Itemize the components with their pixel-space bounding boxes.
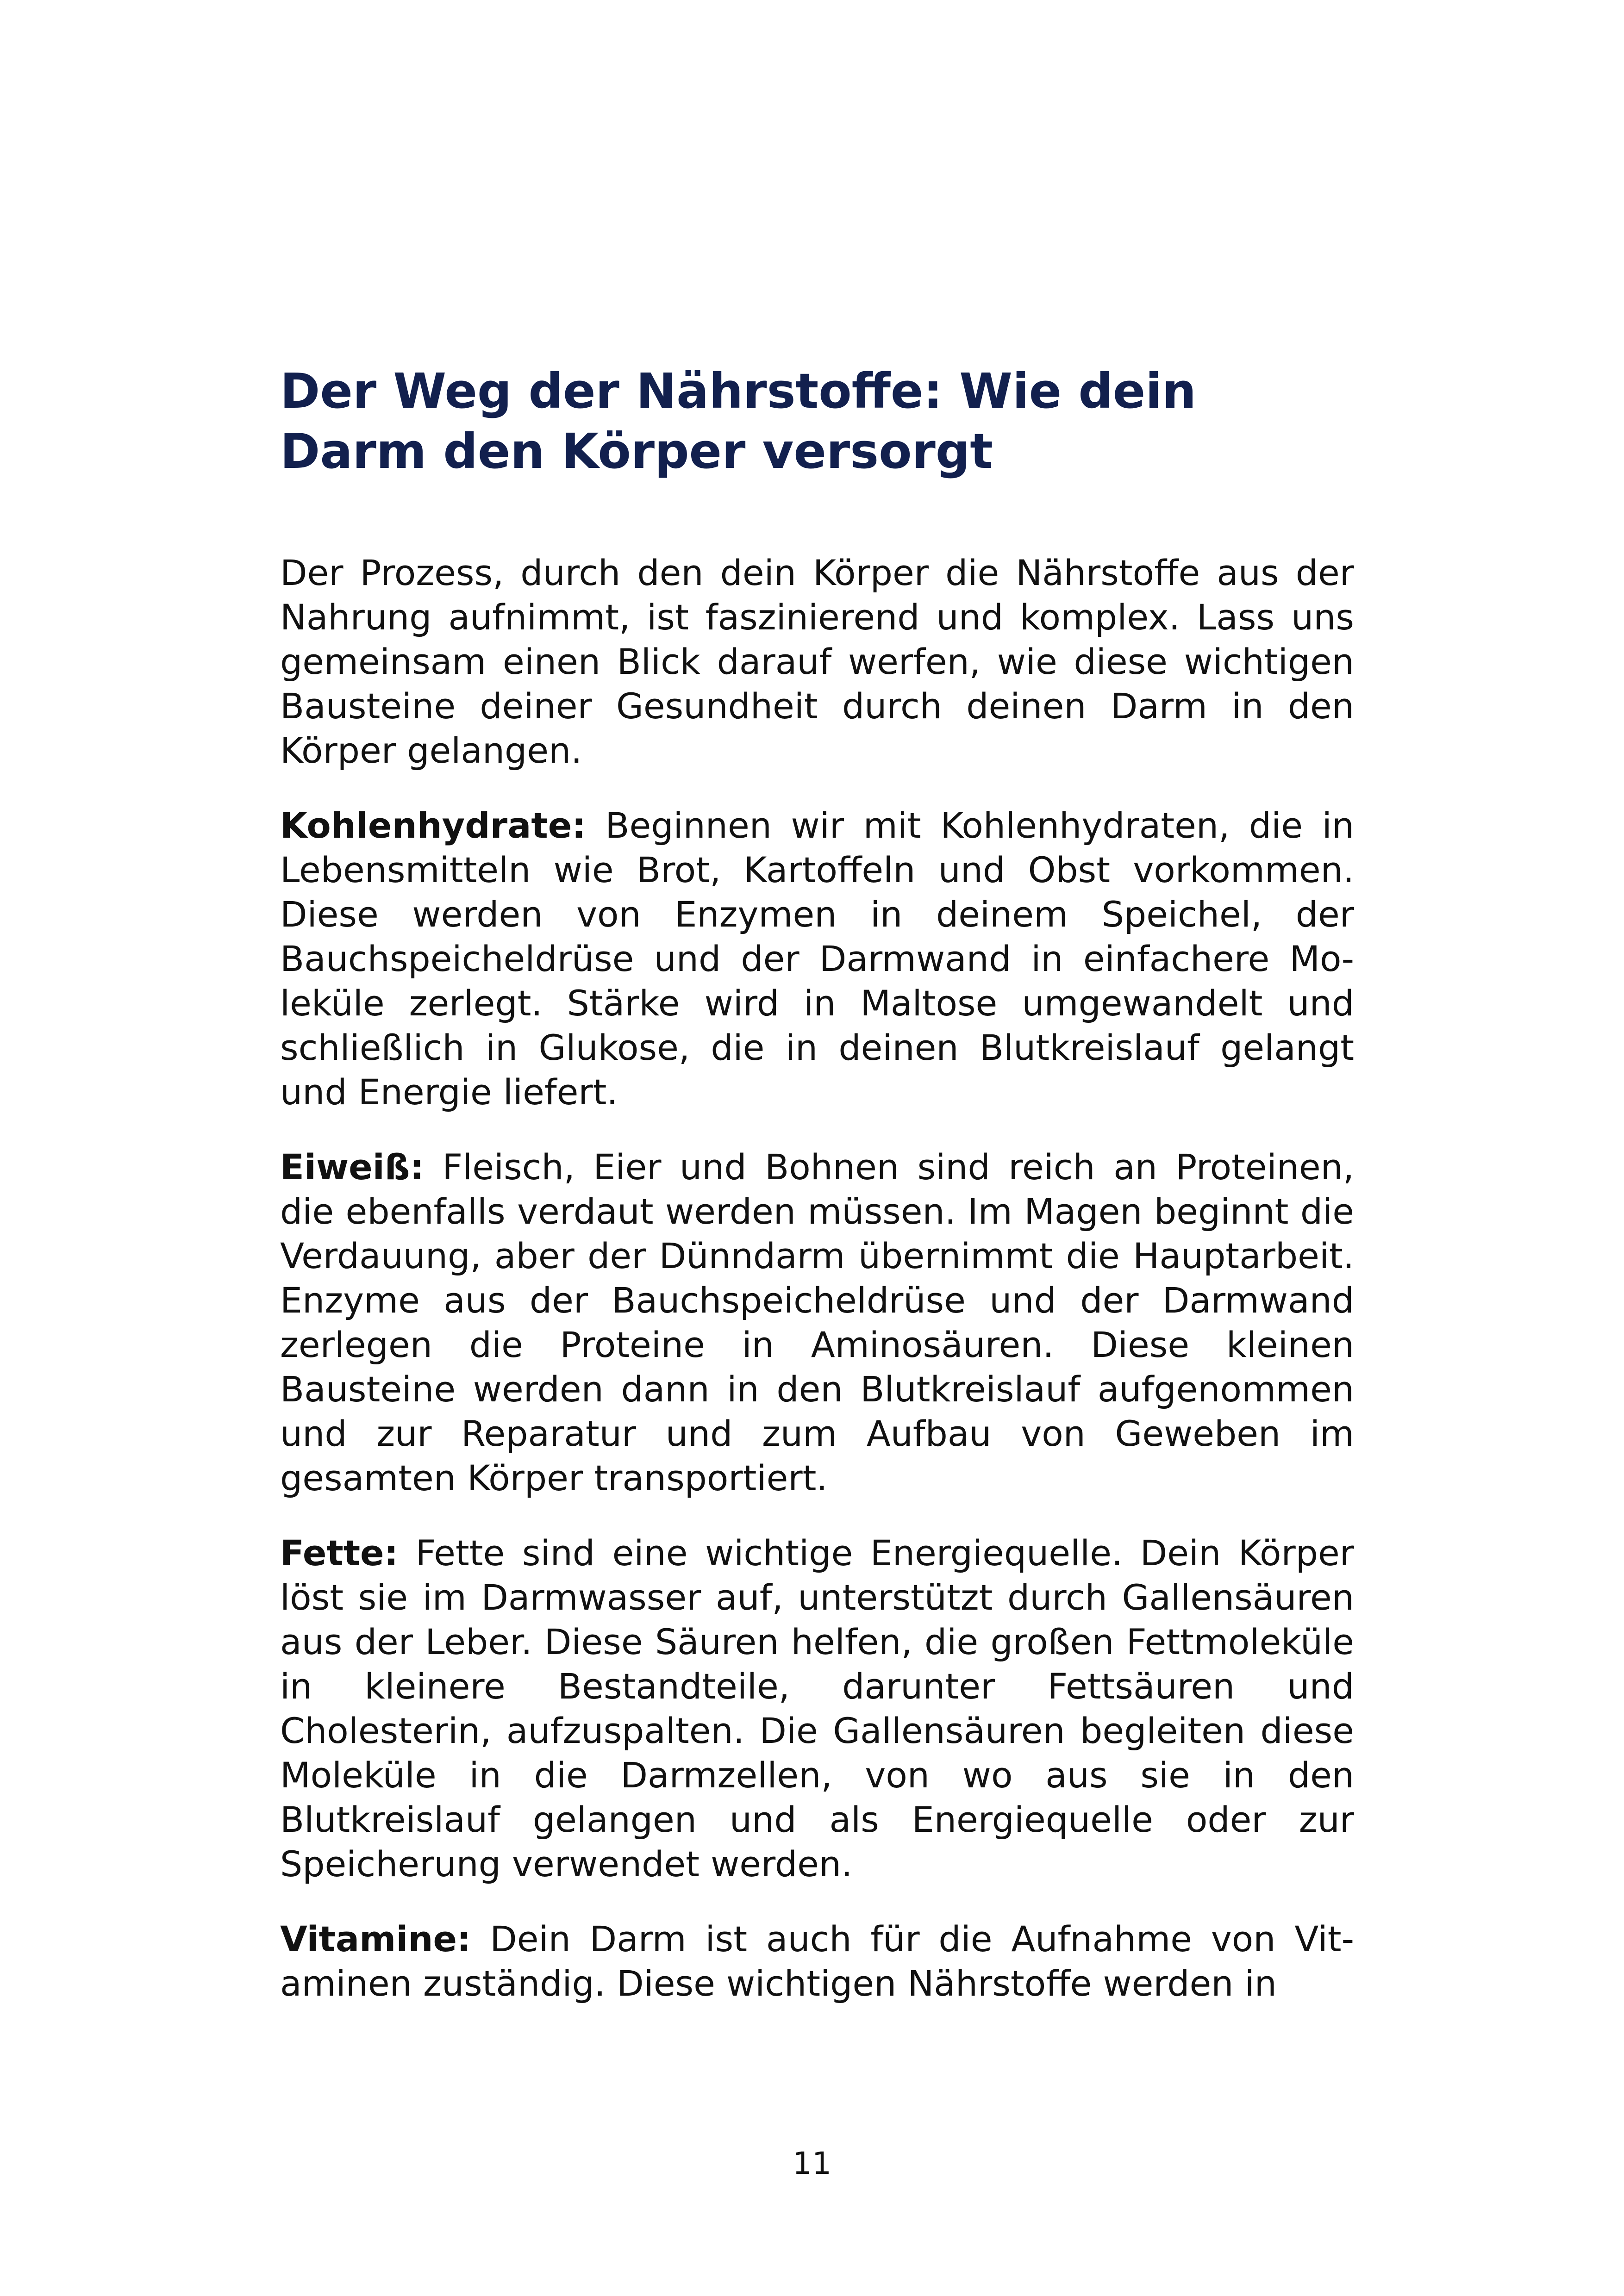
paragraph-kohlenhydrate bbox=[280, 803, 1354, 1114]
page-title: Der Weg der Nährstoffe: Wie dein Darm den Körper versorgt bbox=[280, 363, 1196, 479]
paragraph-text: Dein Darm ist auch für die Aufnahme von Vitaminen zuständig. Diese wichtigen Nährstoffe werden in bbox=[280, 1918, 1354, 2004]
paragraph-eiweiss bbox=[280, 1145, 1354, 1500]
paragraph-lead: Vitamine: bbox=[280, 1918, 471, 1960]
paragraph-fette bbox=[280, 1531, 1354, 1886]
paragraph-text: Fleisch, Eier und Bohnen sind reich an Proteinen, die ebenfalls verdaut werden müssen. Im Magen beginnt die Verdauung, aber der Dünndarm übernimmt die Hauptarbeit. Enzyme aus der Bauchspeicheldrüse und der Darmwand zerlegen die Proteine in Aminosäuren. Diese kleinen Bausteine werden dann in den Blutkreislauf aufgenommen und zur Reparatur und zum Aufbau von Geweben im gesamten Körper transportiert. bbox=[280, 1146, 1354, 1499]
intro-paragraph: Der Prozess, durch den dein Körper die Nährstoffe aus der Nahrung aufnimmt, ist faszinierend und komplex. Lass uns gemeinsam einen Blick darauf werfen, wie diese wichtigen Bausteine deiner Gesundheit durch deinen Darm in den Körper gelangen. bbox=[280, 552, 1354, 771]
paragraph-text: Beginnen wir mit Kohlenhydraten, die in Lebensmitteln wie Brot, Kartoffeln und Obst vorkommen. Diese werden von Enzymen in deinem Speichel, der Bauchspeicheldrüse und der Darmwand in einfachere Moleküle zerlegt. Stärke wird in Maltose umgewandelt und schließlich in Glukose, die in deinen Blutkreislauf gelangt und Energie liefert. bbox=[280, 805, 1354, 1113]
paragraph-vitamine bbox=[280, 1917, 1354, 2006]
paragraph-lead: Fette: bbox=[280, 1532, 398, 1574]
paragraph-lead: Kohlenhydrate: bbox=[280, 805, 586, 846]
paragraph-lead: Eiweiß: bbox=[280, 1146, 424, 1188]
page-content bbox=[280, 361, 1354, 2036]
paragraph-text: Fette sind eine wichtige Energiequelle. Dein Körper löst sie im Darmwasser auf, unterstützt durch Gallensäuren aus der Leber. Diese Säuren helfen, die großen Fettmoleküle in kleinere Bestandteile, darunter Fettsäuren und Cholesterin, aufzuspalten. Die Gallensäuren begleiten diese Moleküle in die Darmzellen, von wo aus sie in den Blutkreislauf gelangen und als Energiequelle oder zur Speicherung verwendet werden. bbox=[280, 1532, 1354, 1885]
page-number: 11 bbox=[793, 2146, 831, 2181]
